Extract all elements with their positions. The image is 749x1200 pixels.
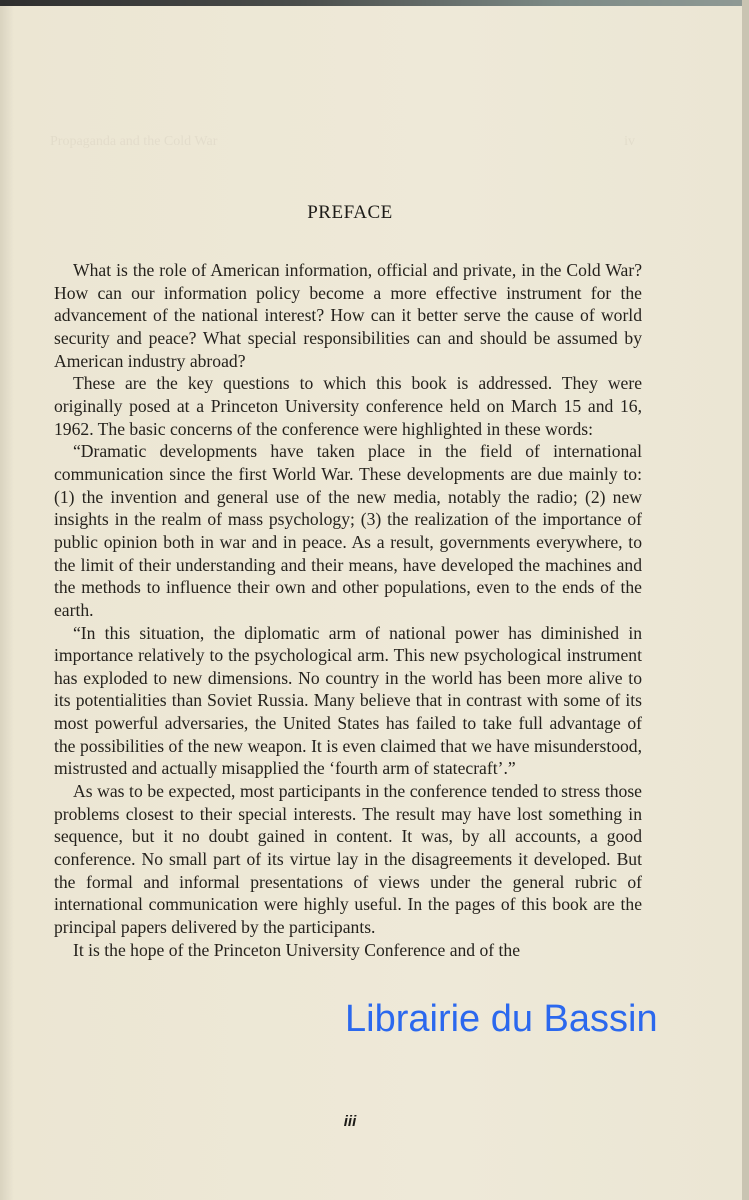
show-through-header (50, 134, 635, 150)
preface-body (54, 259, 642, 961)
page-title: PREFACE (307, 202, 393, 223)
seller-watermark: Librairie du Bassin (345, 998, 658, 1040)
paragraph: What is the role of American information, official and private, in the Cold War? How can our information policy become a more effective instrument for the advancement of the national interest? How can it better serve the cause of world security and peace? What special responsibilities can and should be assumed by American industry abroad? (54, 260, 642, 371)
page-number: iii (343, 1113, 357, 1130)
show-through-running-title: Propaganda and the Cold War (50, 134, 218, 149)
paragraph: It is the hope of the Princeton University Conference and of the (73, 939, 521, 960)
paragraph: “In this situation, the diplomatic arm of national power has diminished in importance relatively to the psychological arm. This new psychological instrument has exploded to new dimensions. No country in the world has been more alive to its potentialities than Soviet Russia. Many believe that in contrast with some of its most powerful adversaries, the United States has failed to take full advantage of the possibilities of the new weapon. It is even claimed that we have misunderstood, mistrusted and actually misapplied the ‘fourth arm of statecraft’.” (54, 622, 642, 779)
book-edge-right (742, 0, 749, 1200)
show-through-page-number: iv (624, 134, 635, 149)
paragraph: These are the key questions to which this book is addressed. They were originally posed at a Princeton University conference held on March 15 and 16, 1962. The basic concerns of the conference were highlighted in these words: (54, 373, 642, 439)
paragraph: As was to be expected, most participants in the conference tended to stress those problems closest to their special interests. The result may have lost something in sequence, but it no doubt gained in content. It was, by all accounts, a good conference. No small part of its virtue lay in the disagreements it developed. But the formal and informal presentations of views under the general rubric of international communication were highly useful. In the pages of this book are the principal papers delivered by the participants. (54, 781, 642, 938)
paragraph: “Dramatic developments have taken place in the field of international communication since the first World War. These developments are due mainly to: (1) the invention and general use of the new media, notably the radio; (2) new insights in the realm of mass psychology; (3) the realization of the importance of public opinion both in war and in peace. As a result, governments everywhere, to the limit of their understanding and their means, have developed the machines and the methods to influence their own and other populations, even to the ends of the earth. (54, 441, 642, 620)
